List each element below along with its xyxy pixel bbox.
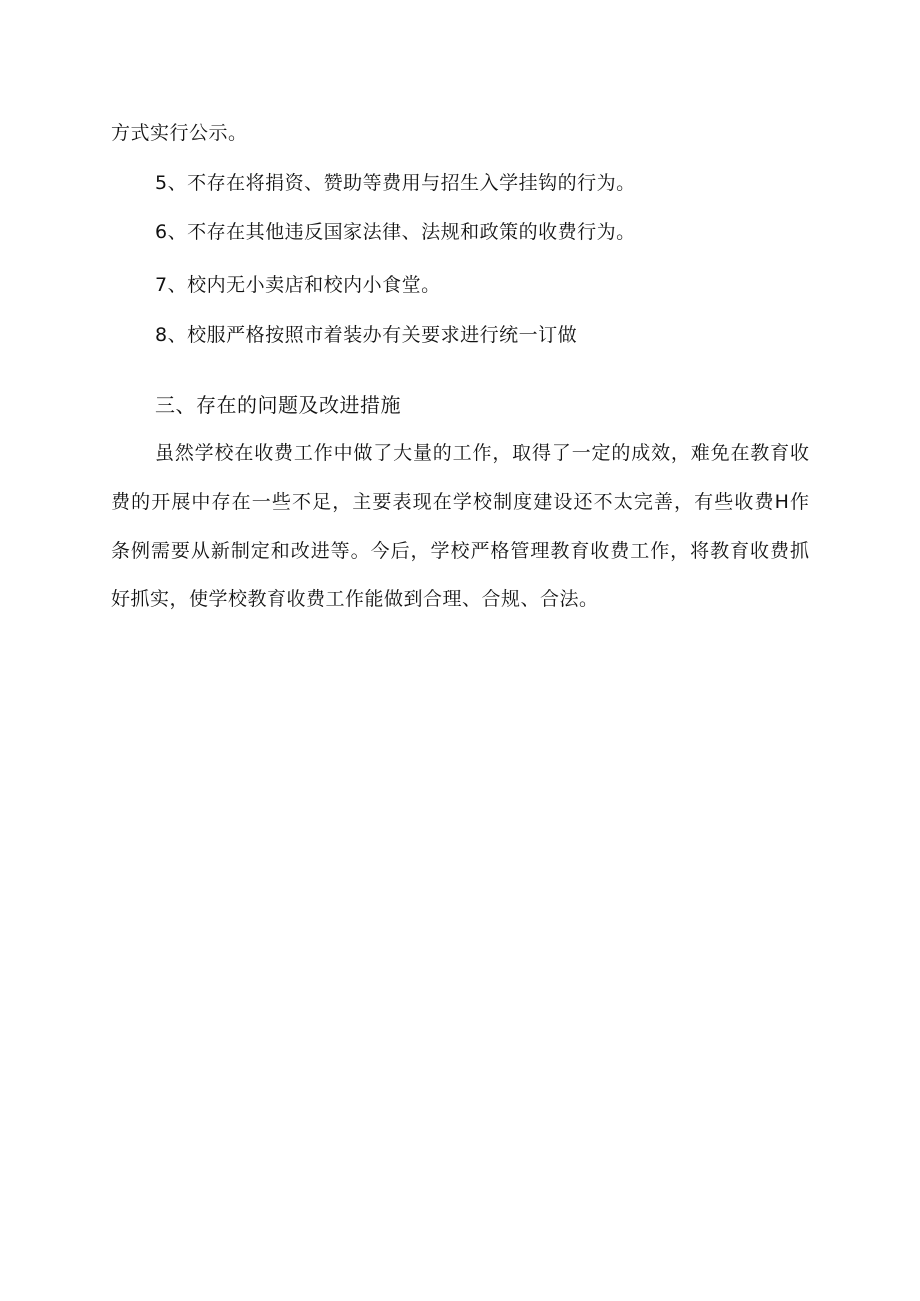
list-item-7: 7、校内无小卖店和校内小食堂。 bbox=[155, 274, 441, 296]
section-heading: 三、存在的问题及改进措施 bbox=[155, 393, 401, 417]
list-item-6: 6、不存在其他违反国家法律、法规和政策的收费行为。 bbox=[155, 221, 636, 243]
list-item-5: 5、不存在将捐资、赞助等费用与招生入学挂钩的行为。 bbox=[155, 172, 636, 194]
paragraph-line-3: 条例需要从新制定和改进等。今后，学校严格管理教育收费工作，将教育收费抓 bbox=[111, 540, 809, 562]
paragraph-line-4: 好抓实，使学校教育收费工作能做到合理、合规、合法。 bbox=[111, 588, 599, 610]
paragraph-line-1: 虽然学校在收费工作中做了大量的工作，取得了一定的成效，难免在教育收 bbox=[155, 442, 809, 464]
continuation-line: 方式实行公示。 bbox=[111, 122, 248, 144]
list-item-8: 8、校服严格按照市着装办有关要求进行统一订做 bbox=[155, 324, 578, 346]
paragraph-line-2: 费的开展中存在一些不足，主要表现在学校制度建设还不太完善，有些收费H作 bbox=[111, 491, 809, 513]
